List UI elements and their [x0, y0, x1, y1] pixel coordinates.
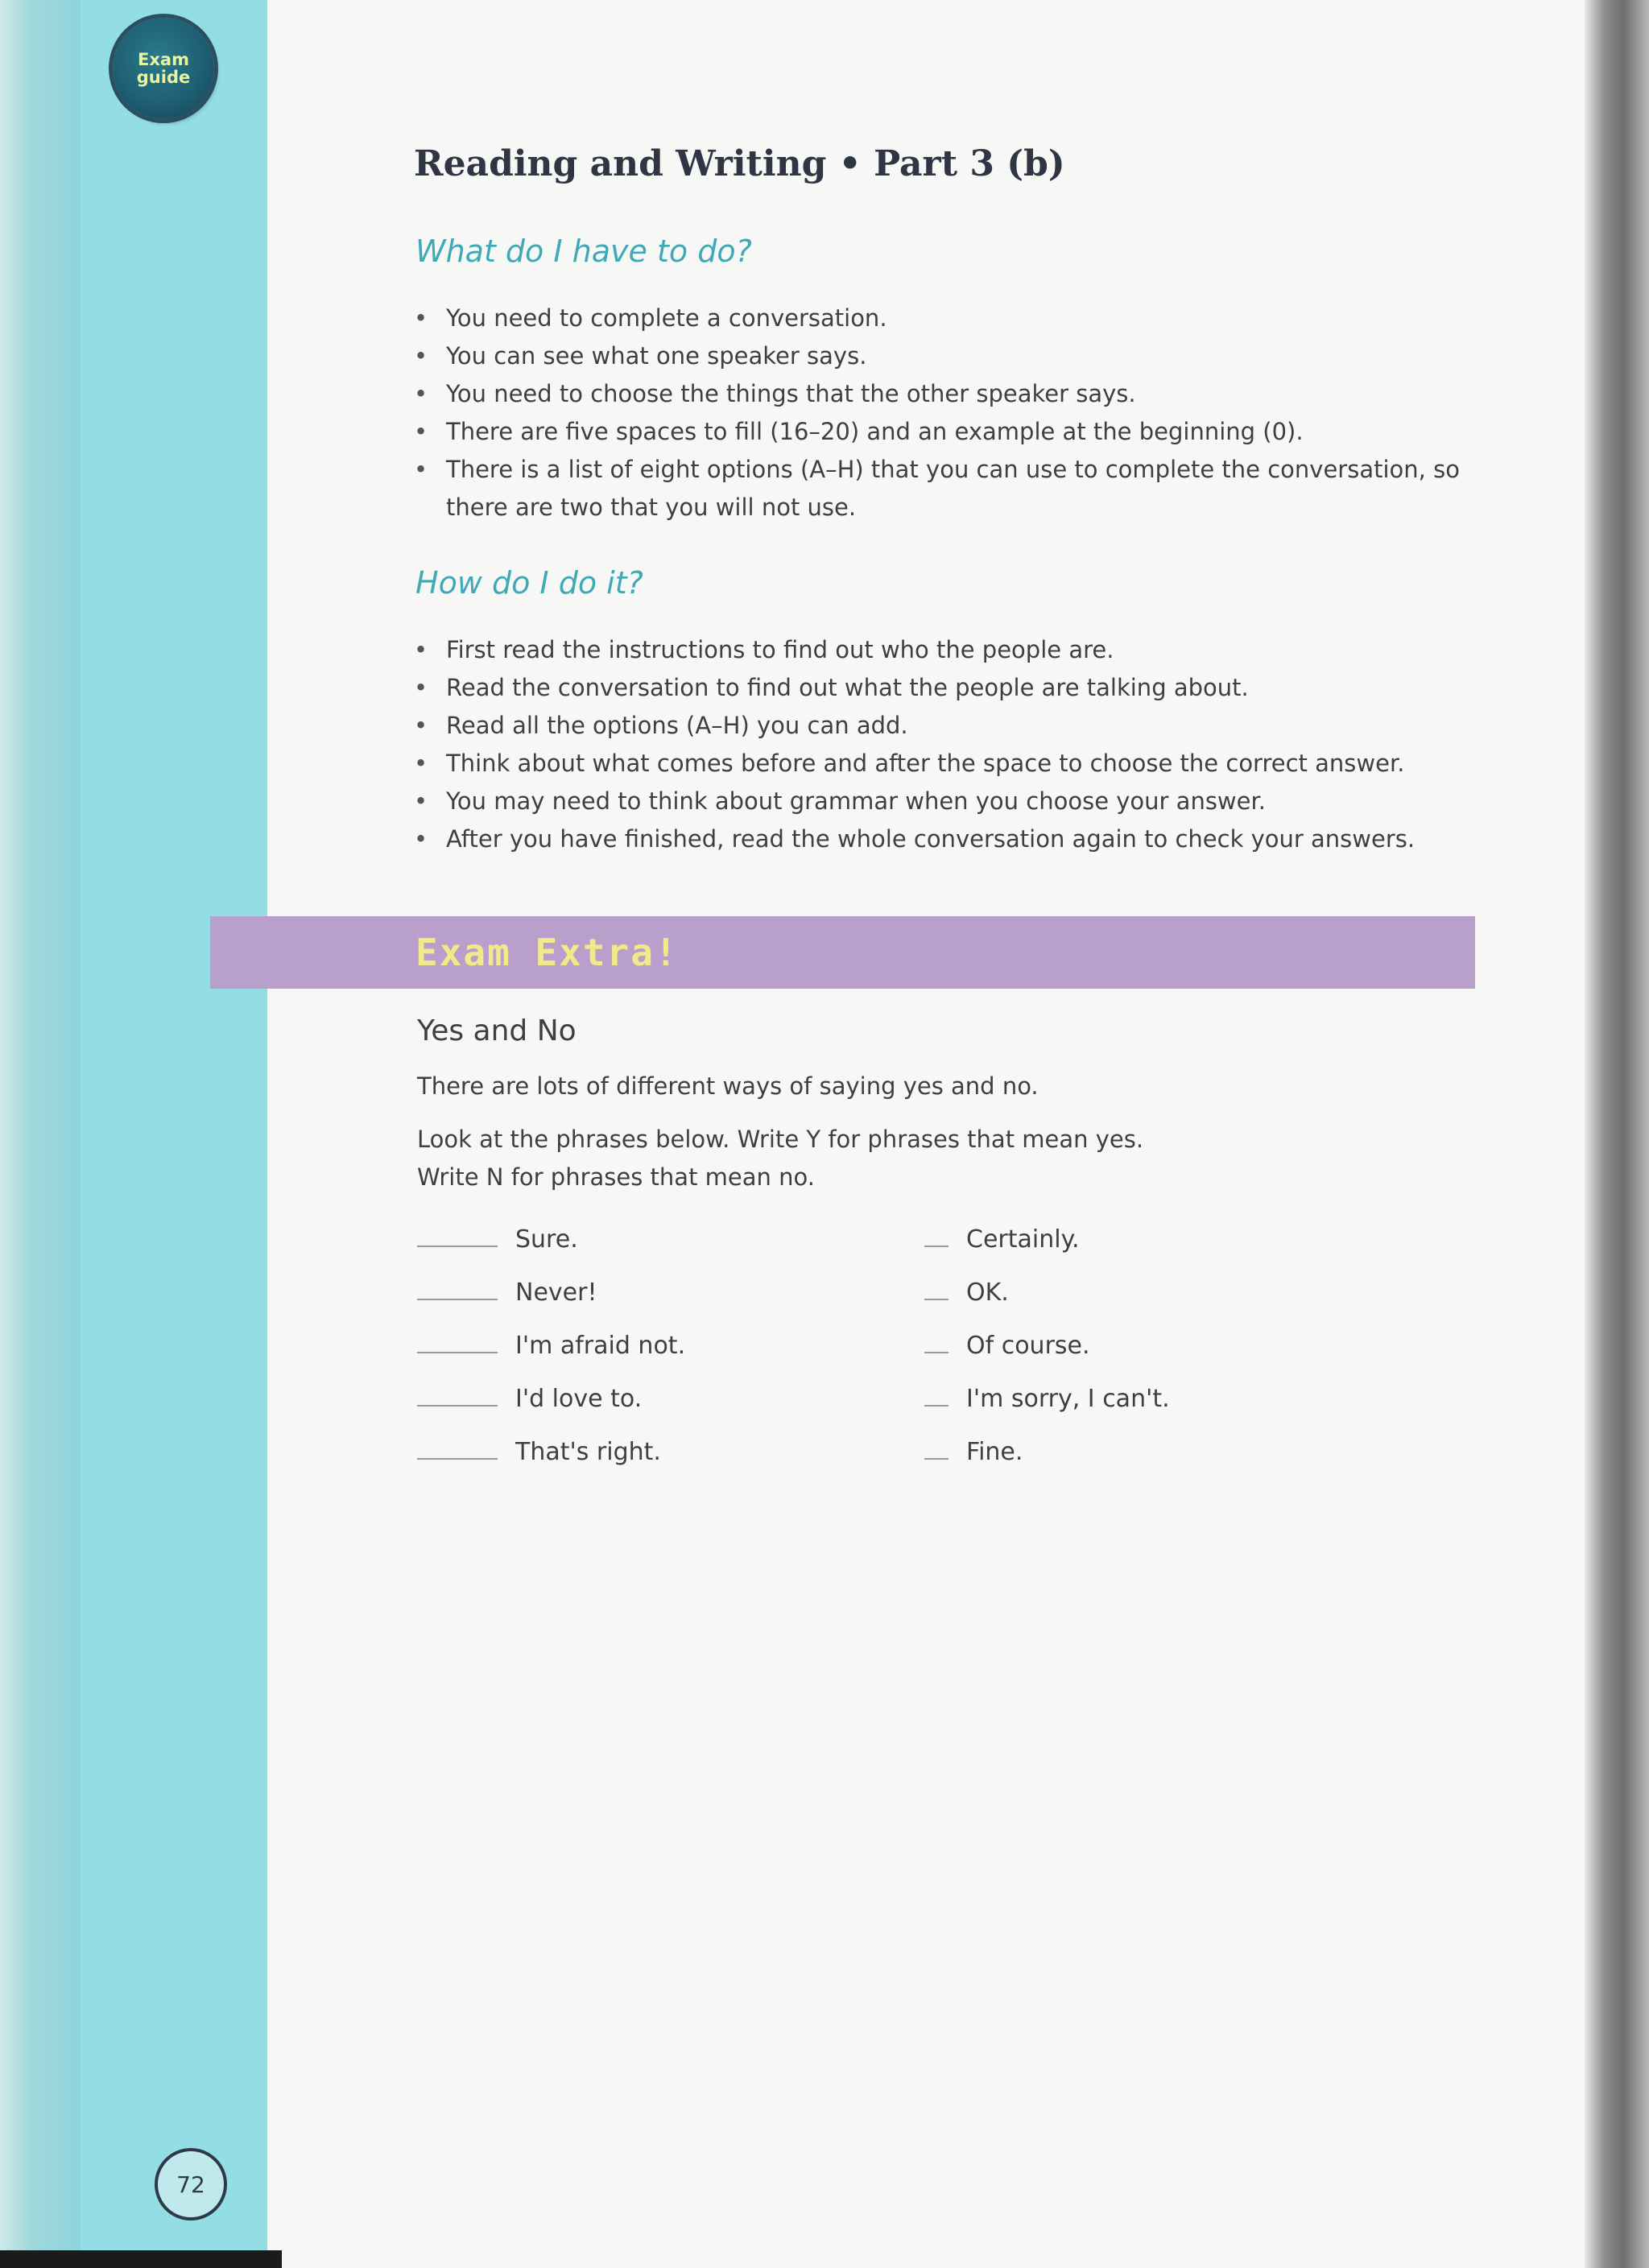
phrase-left: I'm afraid not.: [515, 1332, 686, 1360]
answer-blank[interactable]: [417, 1458, 498, 1460]
phrase-right: Fine.: [966, 1438, 1023, 1466]
phrase-right: I'm sorry, I can't.: [966, 1385, 1170, 1413]
exam-extra-title: Exam Extra!: [415, 931, 679, 974]
list-item: • You need to complete a conversation.: [412, 300, 1475, 337]
answer-blank[interactable]: [924, 1405, 948, 1407]
list-item: • You need to choose the things that the other speaker says.: [412, 375, 1475, 413]
section-heading-what: What do I have to do?: [415, 233, 752, 269]
phrase-left: That's right.: [515, 1438, 661, 1466]
list-item: • There are five spaces to fill (16–20) and an example at the beginning (0).: [412, 413, 1475, 451]
list-item: • After you have finished, read the whole conversation again to check your answers.: [412, 820, 1475, 858]
phrase-row: [868, 1332, 1090, 1360]
bottom-band: [0, 2250, 282, 2268]
answer-blank[interactable]: [417, 1246, 498, 1247]
phrase-row: [868, 1438, 1023, 1466]
exam-extra-instruction-2: Write N for phrases that mean no.: [417, 1163, 815, 1191]
exam-extra-intro: There are lots of different ways of saying yes and no.: [417, 1072, 1039, 1100]
page-edge: [1585, 0, 1649, 2268]
phrase-row: [868, 1279, 1009, 1307]
phrase-row: [417, 1279, 597, 1307]
phrase-right: OK.: [966, 1279, 1009, 1307]
list-item: • Read all the options (A–H) you can add.: [412, 707, 1475, 745]
answer-blank[interactable]: [924, 1352, 948, 1353]
badge-line2: guide: [136, 68, 191, 87]
phrase-right: Certainly.: [966, 1225, 1080, 1254]
sidebar-band: [81, 0, 267, 2268]
exam-extra-subheading: Yes and No: [417, 1014, 577, 1047]
exam-extra-instruction-1: Look at the phrases below. Write Y for phrases that mean yes.: [417, 1126, 1144, 1153]
badge-label: [131, 51, 196, 86]
phrase-row: [417, 1385, 642, 1413]
list-item: • Think about what comes before and after the space to choose the correct answer.: [412, 745, 1475, 783]
section-heading-how: How do I do it?: [415, 565, 643, 601]
phrase-left: Sure.: [515, 1225, 578, 1254]
page-title: Reading and Writing • Part 3 (b): [414, 143, 1065, 184]
phrase-row: [417, 1332, 685, 1360]
phrase-row: [868, 1385, 1170, 1413]
phrase-row: [417, 1438, 661, 1466]
list-item: • You may need to think about grammar when you choose your answer.: [412, 783, 1475, 820]
phrase-row: [417, 1225, 578, 1254]
list-item: • You can see what one speaker says.: [412, 337, 1475, 375]
phrase-left: I'd love to.: [515, 1385, 643, 1413]
answer-blank[interactable]: [417, 1352, 498, 1353]
answer-blank[interactable]: [924, 1246, 948, 1247]
answer-blank[interactable]: [924, 1458, 948, 1460]
list-item: • There is a list of eight options (A–H) that you can use to complete the conversation, so there are two that you will not use.: [412, 451, 1475, 527]
answer-blank[interactable]: [417, 1405, 498, 1407]
exam-extra-banner: [210, 916, 1475, 989]
how-bullet-list: [412, 631, 1475, 858]
phrase-right: Of course.: [966, 1332, 1090, 1360]
list-item: • First read the instructions to find out who the people are.: [412, 631, 1475, 669]
list-item: • Read the conversation to find out what the people are talking about.: [412, 669, 1475, 707]
answer-blank[interactable]: [924, 1299, 948, 1300]
page-number: 72: [155, 2148, 227, 2220]
phrase-left: Never!: [515, 1279, 597, 1307]
binding-strip: [0, 0, 81, 2268]
badge-line1: Exam: [138, 50, 189, 69]
exam-guide-badge: [113, 18, 214, 119]
what-bullet-list: [412, 300, 1475, 527]
answer-blank[interactable]: [417, 1299, 498, 1300]
phrase-row: [868, 1225, 1080, 1254]
